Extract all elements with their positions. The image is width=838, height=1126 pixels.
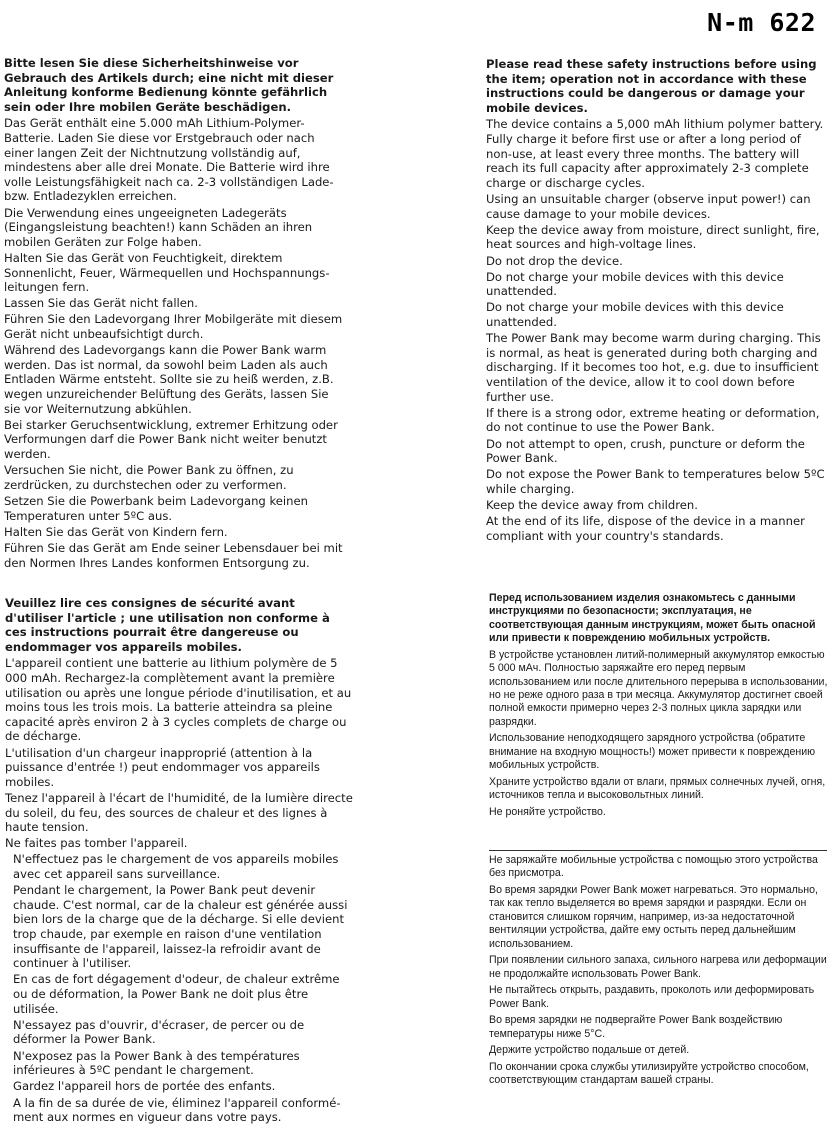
instruction-item: If there is a strong odor, extreme heating or deformation, do not continue to use the Power Bank. (486, 405, 820, 435)
instruction-item: Pendant le chargement, la Power Bank peut devenir chaude. C'est normal, car de la chaleur est générée aussi bien lors de la charge que de la décharge. Si elle devient trop chaude, par exemple en raison d'une ventilation insuffisante de l'appareil, laissez-la refroidir avant de continuer à l'utiliser. (13, 883, 348, 971)
instruction-item: Das Gerät enthält eine 5.000 mAh Lithium-Polymer-Batterie. Laden Sie diese vor Erstgebrauch oder nach einer langen Zeit der Nichtnutzung vollständig auf, mindestens aber alle drei Monate. Die Batterie wird ihre volle Leistungsfähigkeit nach ca. 2-3 vollständigen Lade-bzw. Entladezyklen erreichen. (4, 116, 334, 204)
safety-section-russian (489, 592, 829, 822)
instruction-item: Lassen Sie das Gerät nicht fallen. (4, 296, 198, 311)
instruction-item: Do not charge your mobile devices with this device unattended. (486, 300, 784, 330)
safety-section-french (5, 596, 353, 1126)
instruction-item: При появлении сильного запаха, сильного нагрева или деформации не продолжайте использовать Power Bank. (489, 954, 827, 980)
instruction-item: Führen Sie den Ladevorgang Ihrer Mobilgeräte mit diesem Gerät nicht unbeaufsichtigt durch. (4, 312, 343, 342)
instruction-item: Не заряжайте мобильные устройства с помощью этого устройства без присмотра. (489, 854, 818, 880)
instruction-item: В устройстве установлен литий-полимерный аккумулятор емкостью 5 000 мАч. Полностью заряжайте его перед первым использованием или после длительного перерыва в использовании, но не реже одного раза в три месяца. Аккумулятор достигнет своей полной емкости примерно через 2-3 полных цикла зарядки или разрядки. (489, 648, 828, 728)
instruction-item: Während des Ladevorgangs kann die Power Bank warm werden. Das ist normal, da sowohl beim Laden als auch Entladen Wärme entsteht. Sollte sie zu heiß werden, z.B. wegen unzureichender Belüftung des Geräts, lassen Sie sie vor Weiternutzung abkühlen. (4, 343, 334, 416)
instruction-item: Keep the device away from moisture, direct sunlight, fire, heat sources and high-voltage lines. (486, 222, 820, 252)
instruction-item: Halten Sie das Gerät von Feuchtigkeit, direktem Sonnenlicht, Feuer, Wärmequellen und Hochspannungs-leitungen fern. (4, 250, 330, 295)
section-heading: Bitte lesen Sie diese Sicherheitshinweise vor Gebrauch des Artikels durch; eine nicht mit dieser Anleitung konforme Bedienung könnte gefährlich sein oder Ihre mobilen Geräte beschädigen. (4, 56, 334, 114)
instruction-item: N'effectuez pas le chargement de vos appareils mobiles avec cet appareil sans surveillance. (13, 852, 339, 882)
instruction-item: Держите устройство подальше от детей. (489, 1044, 690, 1057)
instruction-item: Во время зарядки Power Bank может нагреваться. Это нормально, так как тепло выделяется во время зарядки и разрядки. Если он становится слишком горячим, например, из-за недостаточной вентиляции устройства, дайте ему остыть перед дальнейшим использованием. (489, 884, 818, 950)
instruction-item: En cas de fort dégagement d'odeur, de chaleur extrême ou de déformation, la Power Bank ne doit plus être utilisée. (13, 972, 340, 1016)
instruction-item: Gardez l'appareil hors de portée des enfants. (13, 1079, 276, 1094)
instruction-item: Do not drop the device. (486, 253, 623, 268)
instruction-item: Во время зарядки не подвергайте Power Bank воздействию температуры ниже 5°C. (489, 1014, 783, 1040)
safety-section-russian-continued (489, 854, 829, 1091)
instruction-item: Храните устройство вдали от влаги, прямых солнечных лучей, огня, источников тепла и высоковольтных линий. (489, 775, 826, 802)
instruction-item: L'appareil contient une batterie au lithium polymère de 5 000 mAh. Rechargez-la complètement avant la première utilisation ou après une longue période d'inutilisation, et au moins tous les trois mois. La batterie atteindra sa pleine capacité après environ 2 à 3 cycles complets de charge ou de décharge. (5, 656, 352, 744)
safety-section-english (486, 57, 828, 545)
instruction-group (5, 852, 353, 1124)
instruction-item: Использование неподходящего зарядного устройства (обратите внимание на входную мощность!) может привести к повреждению мобильных устройств. (489, 732, 816, 772)
instruction-item: Bei starker Geruchsentwicklung, extremer Erhitzung oder Verformungen darf die Power Bank nicht weiter benutzt werden. (4, 417, 338, 461)
section-divider (489, 850, 827, 851)
instruction-item: По окончании срока службы утилизируйте устройство способом, соответствующим стандартам вашей страны. (489, 1060, 809, 1087)
instruction-item: Führen Sie das Gerät am Ende seiner Lebensdauer bei mit den Normen Ihres Landes konformen Entsorgung zu. (4, 540, 343, 570)
instruction-item: A la fin de sa durée de vie, éliminez l'appareil conformé-ment aux normes en vigueur dans votre pays. (13, 1095, 341, 1125)
instruction-item: Tenez l'appareil à l'écart de l'humidité, de la lumière directe du soleil, du feu, des sources de chaleur et des lignes à haute tension. (5, 790, 353, 835)
instruction-item: Using an unsuitable charger (observe input power!) can cause damage to your mobile devices. (486, 191, 811, 221)
instruction-item: Do not charge your mobile devices with this device unattended. (486, 269, 784, 299)
instruction-item: Do not expose the Power Bank to temperatures below 5ºC while charging. (486, 467, 825, 496)
instruction-item: The Power Bank may become warm during charging. This is normal, as heat is generated during both charging and discharging. If it becomes too hot, e.g. due to insufficient ventilation of the device, allow it to cool down before further use. (486, 331, 821, 404)
section-heading: Перед использованием изделия ознакомьтесь с данными инструкциями по безопасности; эксплуатация, не соответствующая данным инструкциям, может быть опасной или привести к повреждению мобильных устройств. (489, 592, 816, 645)
instruction-item: Не пытайтесь открыть, раздавить, проколоть или деформировать Power Bank. (489, 984, 815, 1010)
instruction-item: Ne faites pas tomber l'appareil. (5, 836, 188, 851)
instruction-item: N'exposez pas la Power Bank à des températures inférieures à 5ºC pendant le chargement. (13, 1048, 300, 1078)
instruction-group (486, 300, 828, 543)
instruction-item: Do not attempt to open, crush, puncture or deform the Power Bank. (486, 436, 805, 466)
instruction-item: L'utilisation d'un chargeur inapproprié (attention à la puissance d'entrée !) peut endommager vos appareils mobiles. (5, 745, 320, 789)
instruction-item: The device contains a 5,000 mAh lithium polymer battery. Fully charge it before first use or after a long period of non-use, at least every three months. The battery will reach its full capacity after approximately 2-3 complete charge or discharge cycles. (486, 117, 824, 190)
safety-section-german (4, 56, 344, 572)
instruction-item: Versuchen Sie nicht, die Power Bank zu öffnen, zu zerdrücken, zu durchstechen oder zu verformen. (4, 463, 294, 492)
document-code: N-m 622 (707, 8, 816, 37)
instruction-item: Setzen Sie die Powerbank beim Ladevorgang keinen Temperaturen unter 5ºC aus. (4, 493, 308, 523)
instruction-item: Halten Sie das Gerät von Kindern fern. (4, 524, 228, 539)
instruction-item: N'essayez pas d'ouvrir, d'écraser, de percer ou de déformer la Power Bank. (13, 1017, 305, 1047)
section-heading: Veuillez lire ces consignes de sécurité avant d'utiliser l'article ; une utilisation non conforme à ces instructions pourrait être dangereuse ou endommager vos appareils mobiles. (5, 596, 330, 654)
instruction-item: At the end of its life, dispose of the device in a manner compliant with your country's standards. (486, 514, 805, 543)
instruction-item: Не роняйте устройство. (489, 805, 606, 818)
instruction-item: Die Verwendung eines ungeeigneten Ladegeräts (Eingangsleistung beachten!) kann Schäden an ihren mobilen Geräten zur Folge haben. (4, 205, 313, 249)
instruction-item: Keep the device away from children. (486, 498, 698, 513)
section-heading: Please read these safety instructions before using the item; operation not in accordance with these instructions could be dangerous or damage your mobile devices. (486, 57, 817, 115)
